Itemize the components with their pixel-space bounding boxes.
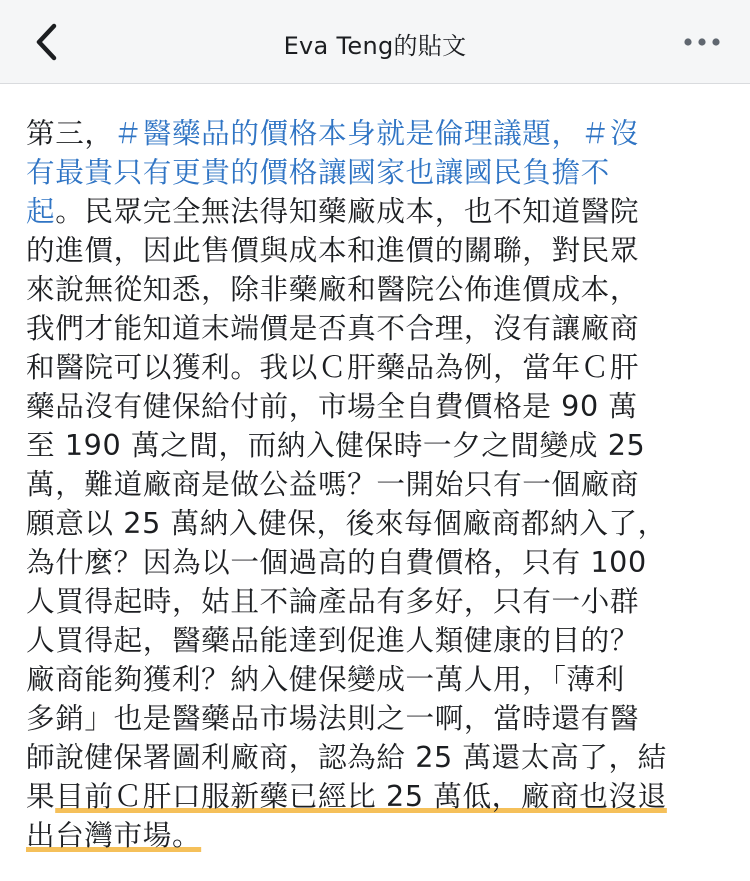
post-text-line (26, 504, 726, 543)
post-text-line (26, 660, 726, 699)
post-text-segment: 願意以 25 萬納入健保，後來每個廠商都納入了， (26, 506, 667, 540)
post-text-line (26, 270, 726, 309)
post-text-segment: 師說健保署圖利廠商，認為給 25 萬還太高了，結 (26, 740, 667, 774)
post-text-segment: 的進價，因此售價與成本和進價的關聯，對民眾 (26, 233, 640, 267)
hashtag-link[interactable]: ＃醫藥品的價格本身就是倫理議題 (113, 116, 552, 150)
post-text-segment: 果 (26, 779, 56, 813)
post-text-line (26, 582, 726, 621)
post-body-text (26, 114, 726, 855)
post-text-line (26, 543, 726, 582)
post-text-line (26, 426, 726, 465)
hashtag-link[interactable]: ， (551, 116, 581, 150)
post-text-line (26, 348, 726, 387)
post-text-segment: 和醫院可以獲利。我以Ｃ肝藥品為例，當年Ｃ肝 (26, 350, 640, 384)
post-text-line (26, 153, 726, 192)
more-horizontal-icon (682, 30, 722, 54)
post-text-line (26, 621, 726, 660)
page-title: Eva Teng的貼文 (283, 32, 467, 60)
post-text-line (26, 738, 726, 777)
post-text-segment: 至 190 萬之間，而納入健保時一夕之間變成 25 (26, 428, 646, 462)
post-text-line (26, 699, 726, 738)
hashtag-link[interactable]: ＃沒 (580, 116, 640, 150)
post-text-segment: 藥品沒有健保給付前，市場全自費價格是 90 萬 (26, 389, 638, 423)
post-text-line (26, 231, 726, 270)
post-text-segment: 來說無從知悉，除非藥廠和醫院公佈進價成本， (26, 272, 640, 306)
post-text-line (26, 309, 726, 348)
hashtag-link[interactable]: 起 (26, 194, 56, 228)
post-text-line (26, 387, 726, 426)
post-text-segment: 人買得起時，姑且不論產品有多好，只有一小群 (26, 584, 640, 618)
post-text-line (26, 777, 726, 816)
top-navigation-bar (0, 0, 750, 84)
post-text-segment: 廠商能夠獲利？納入健保變成一萬人用，「薄利 (26, 662, 625, 696)
hashtag-link[interactable]: 有最貴只有更貴的價格讓國家也讓國民負擔不 (26, 155, 610, 189)
highlighted-text: 目前Ｃ肝口服新藥已經比 25 萬低，廠商也沒退 (55, 779, 667, 813)
post-text-segment: 第三， (26, 116, 114, 150)
more-options-button[interactable] (682, 30, 722, 54)
post-text-segment: 萬，難道廠商是做公益嗎？一開始只有一個廠商 (26, 467, 640, 501)
post-text-segment: 人買得起，醫藥品能達到促進人類健康的目的？ (26, 623, 640, 657)
post-text-segment: 為什麼？因為以一個過高的自費價格，只有 100 (26, 545, 647, 579)
post-text-line (26, 114, 726, 153)
post-text-segment: 多銷」也是醫藥品市場法則之一啊，當時還有醫 (26, 701, 640, 735)
post-text-line (26, 465, 726, 504)
post-text-segment: 我們才能知道末端價是否真不合理，沒有讓廠商 (26, 311, 640, 345)
post-text-line (26, 816, 726, 855)
post-text-line (26, 192, 726, 231)
post-text-segment: 。民眾完全無法得知藥廠成本，也不知道醫院 (55, 194, 640, 228)
highlighted-text: 出台灣市場。 (26, 818, 202, 852)
